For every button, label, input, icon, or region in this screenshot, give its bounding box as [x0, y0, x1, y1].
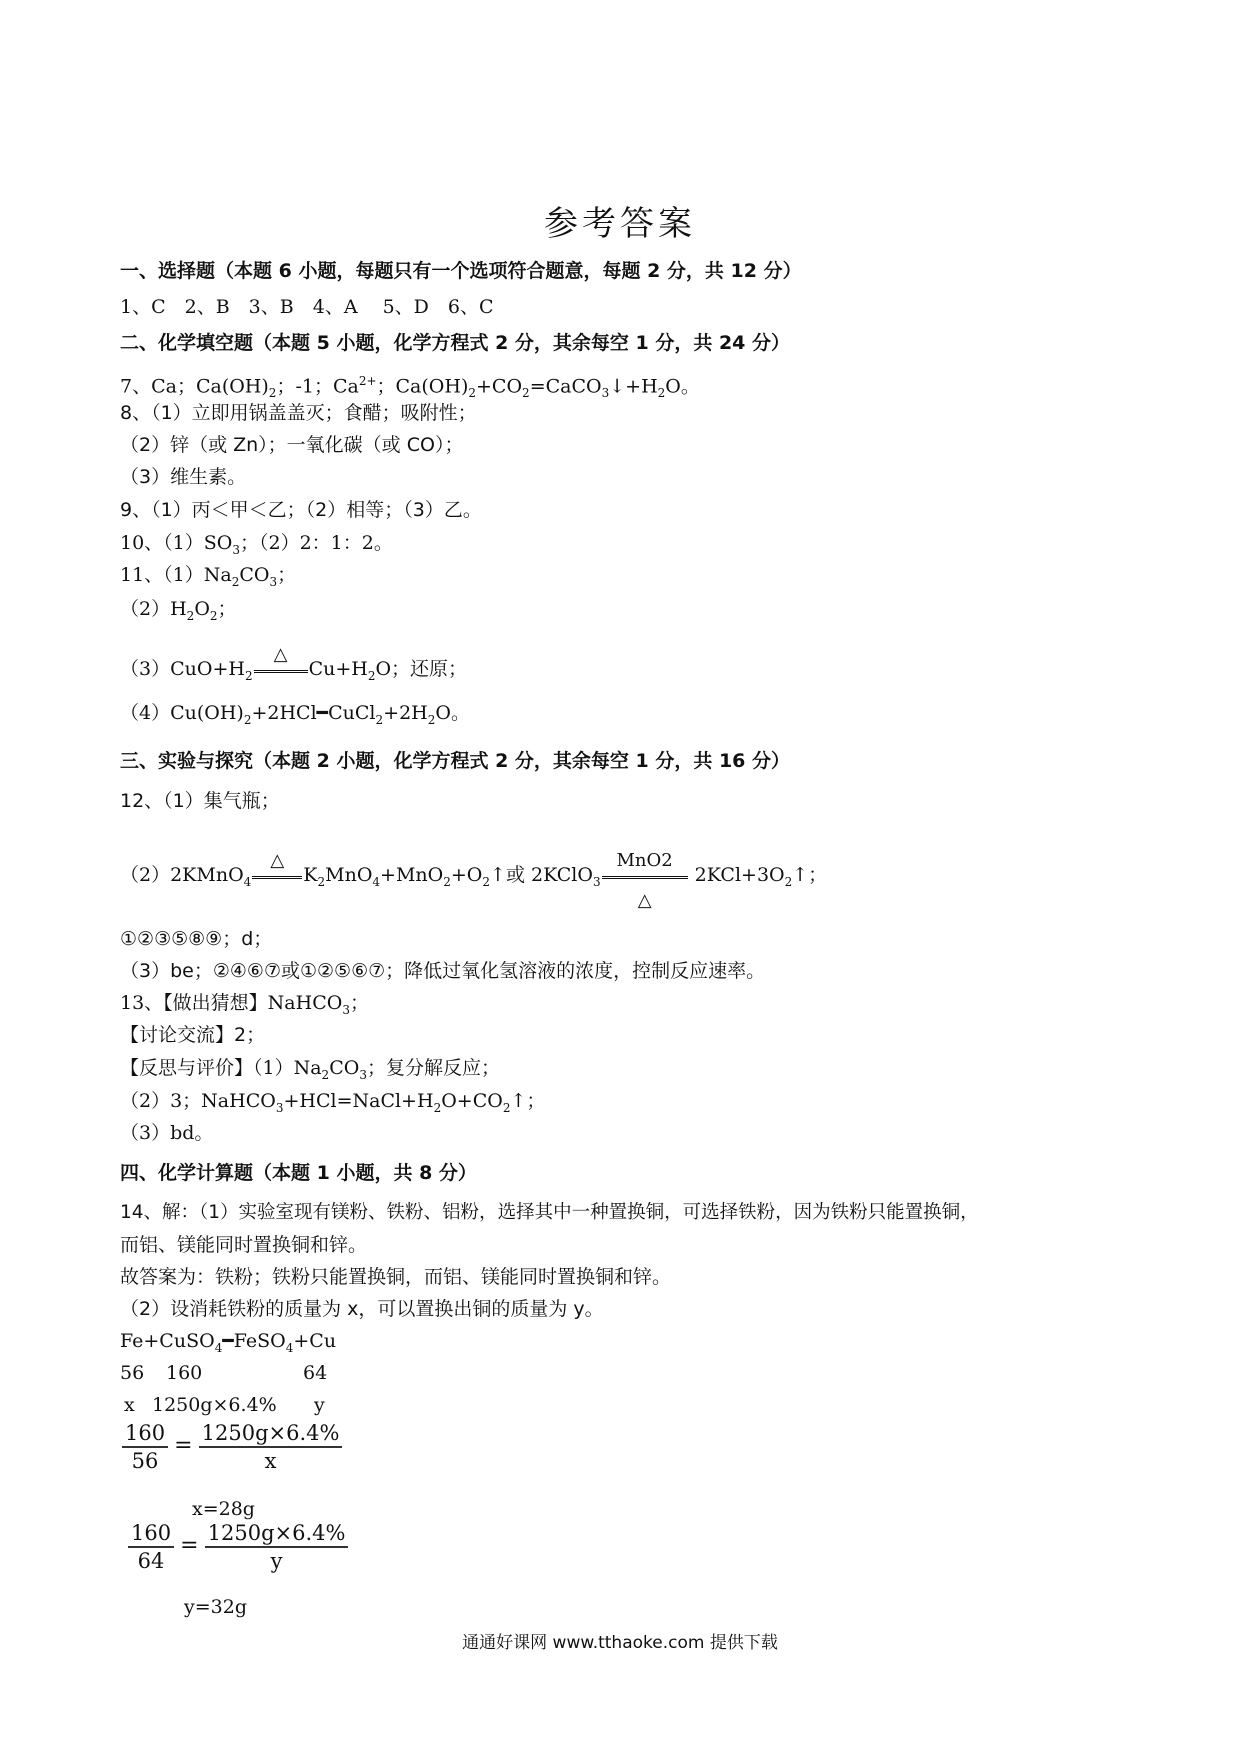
answer-14-line3: 故答案为：铁粉；铁粉只能置换铜，而铝、镁能同时置换铜和锌。: [120, 1266, 672, 1288]
heat-condition-arrow: △: [252, 876, 302, 879]
answer-7: 7、Ca；$Ca(OH)_2$；-1；$Ca^{2+}$；$Ca(OH)_2+CO_2=CaCO_3↓+H_2O$。: [120, 374, 700, 401]
answer-12-part2: （2）2KMnO$_4$ △ $K_2MnO_4+MnO_2+O_2↑$或 2KClO$_3$ MnO2 △ $2KCl+3O_2↑$；: [120, 850, 828, 911]
molar-mass-fe: 56: [120, 1362, 145, 1384]
heat-condition-arrow: △: [254, 670, 308, 673]
fraction-right: $\frac{1250g\times 6.4\%}{x}$: [199, 1420, 343, 1474]
answer-11-part3: $(3)CuO+H_2$ △ $Cu+H_2O$；还原；: [120, 644, 468, 683]
section-4-heading: 四、化学计算题（本题 1 小题，共 8 分）: [120, 1162, 477, 1184]
answer-14-line4: （2）设消耗铁粉的质量为 x，可以置换出铜的质量为 y。: [120, 1298, 604, 1320]
proportion-y: $\frac{160}{64}$ = $\frac{1250g\times 6.4\%}{y}$: [128, 1520, 348, 1574]
cuso4-mass: 1250g×6.4%: [152, 1394, 277, 1416]
result-y: y=32g: [184, 1596, 247, 1618]
answers-1-6: 1、C 2、B 3、B 4、A 5、D 6、C: [120, 296, 494, 318]
molar-mass-cu: 64: [303, 1362, 328, 1384]
answer-8-part3: （3）维生素。: [120, 466, 247, 488]
fraction-left: $\frac{160}{64}$: [128, 1520, 174, 1574]
answer-8-part2: （2）锌（或 Zn）；一氧化碳（或 CO）；: [120, 434, 464, 456]
fraction-right: $\frac{1250g\times 6.4\%}{y}$: [205, 1520, 349, 1574]
variable-y: y: [314, 1394, 325, 1416]
result-x: x=28g: [192, 1498, 255, 1520]
molar-mass-cuso4: 160: [166, 1362, 203, 1384]
answer-13-reflection: 【反思与评价】$(1)Na_2CO_3$；复分解反应；: [120, 1057, 500, 1082]
answer-13-part2: （2）3；$NaHCO_3+HCl=NaCl+H_2O+CO_2↑$；: [120, 1090, 546, 1115]
section-3-heading: 三、实验与探究（本题 2 小题，化学方程式 2 分，其余每空 1 分，共 16 分）: [120, 750, 791, 772]
answer-13-part3: （3）bd。: [120, 1122, 214, 1144]
answer-14-line2: 而铝、镁能同时置换铜和锌。: [120, 1234, 368, 1256]
answer-12-part2-continued: ①②③⑤⑧⑨；d；: [120, 928, 273, 950]
answer-10: 10、$(1)SO_3$；（2）2：1：2。: [120, 532, 393, 557]
page-title: 参考答案: [544, 204, 696, 244]
answer-12-part1: 12、（1）集气瓶；: [120, 790, 280, 812]
answer-13-discussion: 【讨论交流】2；: [120, 1024, 266, 1046]
section-2-heading: 二、化学填空题（本题 5 小题，化学方程式 2 分，其余每空 1 分，共 24 分）: [120, 332, 791, 354]
fraction-left: $\frac{160}{56}$: [122, 1420, 168, 1474]
reaction-equation: Fe+CuSO$_4$━FeSO$_4$+Cu: [120, 1330, 337, 1355]
section-1-heading: 一、选择题（本题 6 小题，每题只有一个选项符合题意，每题 2 分，共 12 分）: [120, 260, 802, 282]
proportion-x: $\frac{160}{56}$ = $\frac{1250g\times 6.4\%}{x}$: [122, 1420, 342, 1474]
answer-11-part1: 11、$(1)Na_2CO_3$；: [120, 564, 297, 589]
page-footer: 通通好课网 www.tthaoke.com 提供下载: [462, 1633, 778, 1653]
catalyst-condition-arrow: MnO2 △: [602, 876, 688, 879]
answer-13-guess: 13、【做出猜想】NaHCO$_3$；: [120, 992, 369, 1017]
answer-12-part3: （3）be；②④⑥⑦或①②⑤⑥⑦；降低过氧化氢溶液的浓度，控制反应速率。: [120, 960, 766, 982]
answer-11-part2: $(2)H_2O_2$；: [120, 598, 237, 623]
answer-8-part1: 8、（1）立即用锅盖盖灭；食醋；吸附性；: [120, 402, 477, 424]
variable-x: x: [124, 1394, 135, 1416]
answer-11-part4: $(4)Cu(OH)_2+2HCl━CuCl_2+2H_2O$。: [120, 702, 470, 727]
answer-14-line1: 14、解：（1）实验室现有镁粉、铁粉、铝粉，选择其中一种置换铜，可选择铁粉，因为铁粉只能置换铜，: [120, 1202, 979, 1223]
answer-9: 9、（1）丙＜甲＜乙；（2）相等；（3）乙。: [120, 499, 482, 521]
